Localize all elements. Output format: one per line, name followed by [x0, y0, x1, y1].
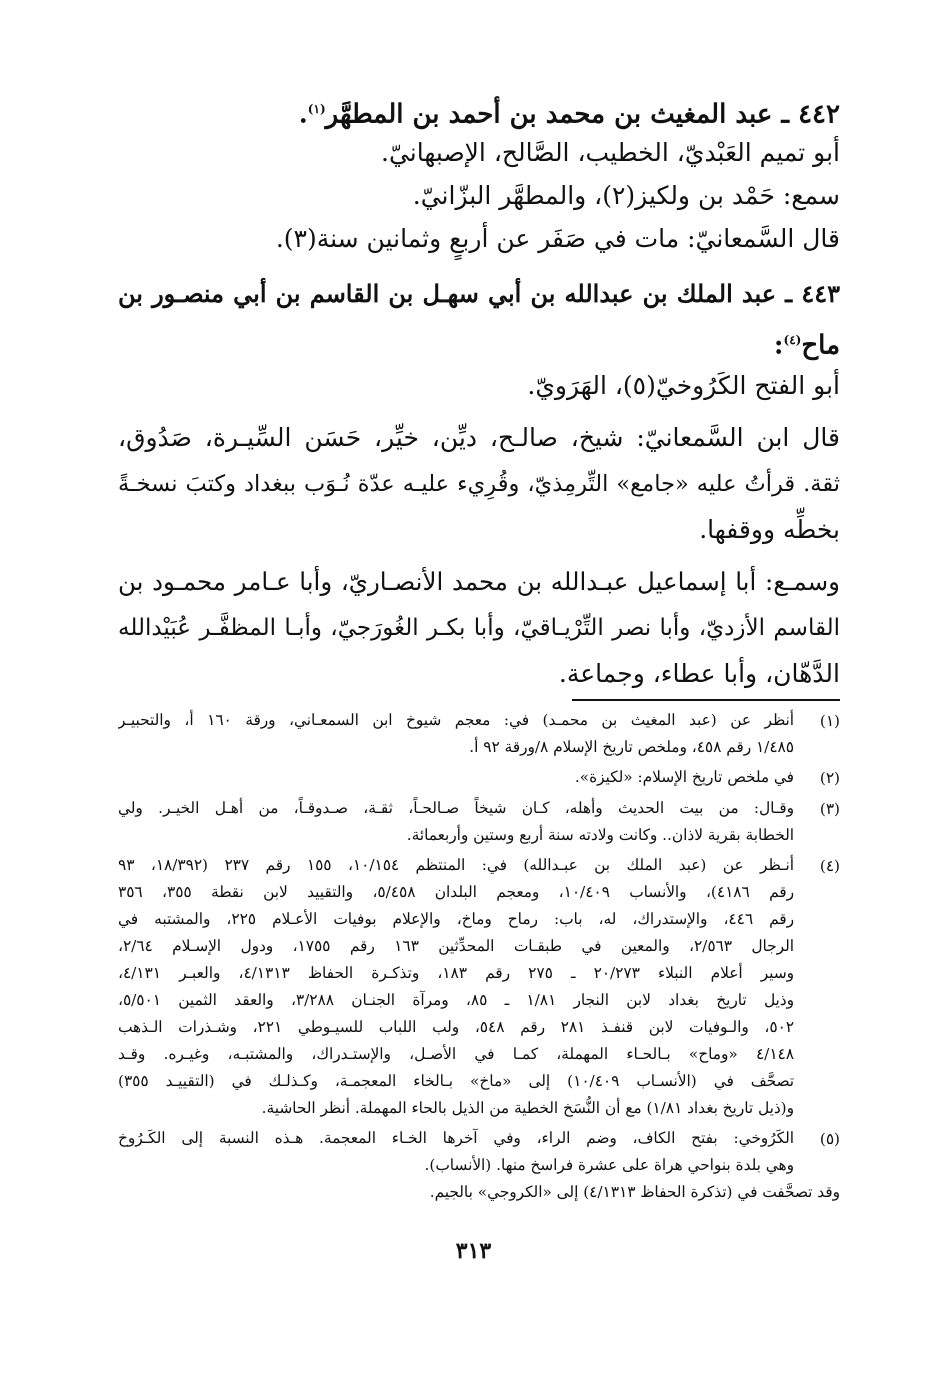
- footnote-line: وذيل تاريخ بغداد لابن النجار ١/٨١ ـ ٨٥، ومرآة الجنـان ٣/٢٨٨، والعقد الثمين ٥/٥٠١،: [118, 991, 794, 1009]
- entry-442: [118, 88, 840, 260]
- footnote: [118, 795, 840, 849]
- entry-443: [118, 271, 840, 697]
- paragraph-line: القاسم الأزديّ، وأبا نصر التِّرْيـاقيّ، وأبا بكـر الغُورَجيّ، وأبـا المظفَّـر عُبَيْدالله: [118, 615, 840, 641]
- footnotes: [118, 707, 840, 1206]
- footnote-line: الخطابة بقرية لاذان.. وكانت ولادته سنة أربع وستين وأربعمائة.: [406, 826, 794, 844]
- footnote-line: رقم ٤١٨٦)، والأنساب ١٠/٤٠٩، ومعجم البلدان ٥/٤٥٨، والتقييد لابن نقطة ٣٥٥، ٣٥٦: [118, 883, 794, 901]
- entry-heading: ٤٤٢ ـ عبد المغيث بن محمد بن أحمد بن المطهَّر$^{(١)}$.: [298, 99, 840, 130]
- footnote-line: تصحَّف في (الأنسـاب ١٠/٤٠٩) إلى «ماخ» بـالخاء المعجمـة، وكـذلـك في (التقييـد ٣٥٥): [118, 1072, 794, 1090]
- footnote-line: وهي بلدة بنواحي هراة على عشرة فراسخ منها. (الأنساب).: [424, 1156, 794, 1174]
- footnote-ref[interactable]: (٤): [783, 333, 802, 347]
- footnote-ref[interactable]: (١): [307, 102, 326, 116]
- paragraph-line: قال ابن السَّمعانيّ: شيخ، صالـح، ديِّن، خيِّر، حَسَن السِّيـرة، صَدُوق،: [118, 423, 840, 452]
- entry-line: قال السَّمعانيّ: مات في صَفَر عن أربعٍ وثمانين سنة(٣).: [275, 224, 840, 253]
- footnote-line: رقم ٤٤٦، والإستدراك، له، باب: رماح وماخ، والإعلام بوفيات الأعـلام ٢٢٥، والمشتبه في: [118, 910, 794, 928]
- footnote-number: (٥): [819, 1130, 840, 1148]
- paragraph-line: ثقة. قرأتُ عليه «جامع» التِّرمِذيّ، وقُرِيء عليـه عدّة نُـوَب ببغداد وكتبَ نسخـةً: [118, 471, 840, 497]
- entry-kunya: أبو الفتح الكَرُوخيّ(٥)، الهَرَويّ.: [527, 371, 840, 400]
- footnote-line: في ملخص تاريخ الإسلام: «لكيزة».: [574, 768, 794, 786]
- entry-line: سمع: حَمْد بن ولكيز(٢)، والمطهَّر البزّانيّ.: [412, 181, 840, 210]
- footnote-line: ٤/١٤٨ «وماح» بـالحـاء المهملة، كمـا في الأصـل، والإستـدراك، والمشتبـه، وغيـره. وقـد: [118, 1045, 794, 1063]
- footnote: [118, 764, 840, 792]
- entry-heading: ٤٤٣ ـ عبد الملك بن عبدالله بن أبي سهـل بن القاسم بن أبي منصـور بن: [118, 279, 840, 308]
- footnote-line: وقد تصحَّفت في (تذكرة الحفاظ ٤/١٣١٣) إلى «الكروجي» بالجيم.: [429, 1183, 840, 1201]
- page-number: ٣١٣: [455, 1238, 492, 1264]
- paragraph-line: وسمـع: أبا إسماعيل عبـدالله بن محمد الأنصـاريّ، وأبا عـامر محمـود بن: [118, 567, 840, 596]
- footnote-line: و(ذيل تاريخ بغداد ١/٨١) مع أن النُّسَخ الخطية من الذيل بالحاء المهملة. أنظر الحاشية.: [261, 1099, 794, 1117]
- footnote-line: ١/٤٨٥ رقم ٤٥٨، وملخص تاريخ الإسلام ٨/ورقة ٩٢ أ.: [469, 738, 794, 756]
- footnote-line: وقـال: من بيت الحديث وأهله، كـان شيخاً صـالحـاً، ثقـة، صـدوقـاً، من أهـل الخيـر. ولي: [118, 799, 794, 817]
- page-content: [118, 88, 840, 1206]
- paragraph-line: بخطِّه ووقفها.: [699, 515, 840, 544]
- footnote: [118, 1125, 840, 1179]
- entry-heading-continued: ماح$^{(٤)}$:: [773, 330, 840, 361]
- entry-line: أبو تميم العَبْديّ، الخطيب، الصَّالح، الإصبهانيّ.: [381, 138, 840, 167]
- paragraph: [118, 415, 840, 553]
- entry-heading-text: ماح: [801, 330, 840, 361]
- entry-heading-text: ٤٤٢ ـ عبد المغيث بن محمد بن أحمد بن المطهَّر: [325, 99, 840, 130]
- footnote-number: (٣): [819, 800, 840, 818]
- footnote-line: الرجال ٢/٥٦٣، والمعين في طبقـات المحدِّثين ١٦٣ رقم ١٧٥٥، ودول الإسـلام ٢/٦٤،: [118, 937, 794, 955]
- footnote-line: الكَرُوخي: بفتح الكاف، وضم الراء، وفي آخرها الخـاء المعجمة. هـذه النسبة إلى الكَـرُوخ: [118, 1129, 794, 1147]
- footnote-continuation: [118, 1179, 840, 1206]
- footnote-line: أنظر عن (عبد المغيث بن محمـد) في: معجم شيوخ ابن السمعـاني، ورقة ١٦٠ أ، والتحبيـر: [118, 711, 794, 729]
- footnote-number: (٢): [819, 769, 840, 787]
- footnote: [118, 852, 840, 1122]
- paragraph: [118, 559, 840, 697]
- footnote-line: وسير أعلام النبلاء ٢٠/٢٧٣ ـ ٢٧٥ رقم ١٨٣، وتذكـرة الحفاظ ٤/١٣١٣، والعبـر ٤/١٣١،: [118, 964, 794, 982]
- paragraph-line: الدَّهّان، وأبا عطاء، وجماعة.: [558, 659, 840, 688]
- footnote-line: ٥٠٢، والـوفيات لابن قنفـذ ٢٨١ رقم ٥٤٨، ولب اللباب للسيـوطي ٢٢١، وشـذرات الـذهب: [118, 1018, 794, 1036]
- footnote-number: (١): [819, 712, 840, 730]
- footnote-line: أنـظر عن (عبد الملك بن عبـدالله) في: المنتظم ١٠/١٥٤، ١٥٥ رقم ٢٣٧ (١٨/٣٩٢، ٩٣: [118, 856, 794, 874]
- footnote-number: (٤): [819, 857, 840, 875]
- footnote-separator: [572, 699, 840, 701]
- footnote: [118, 707, 840, 761]
